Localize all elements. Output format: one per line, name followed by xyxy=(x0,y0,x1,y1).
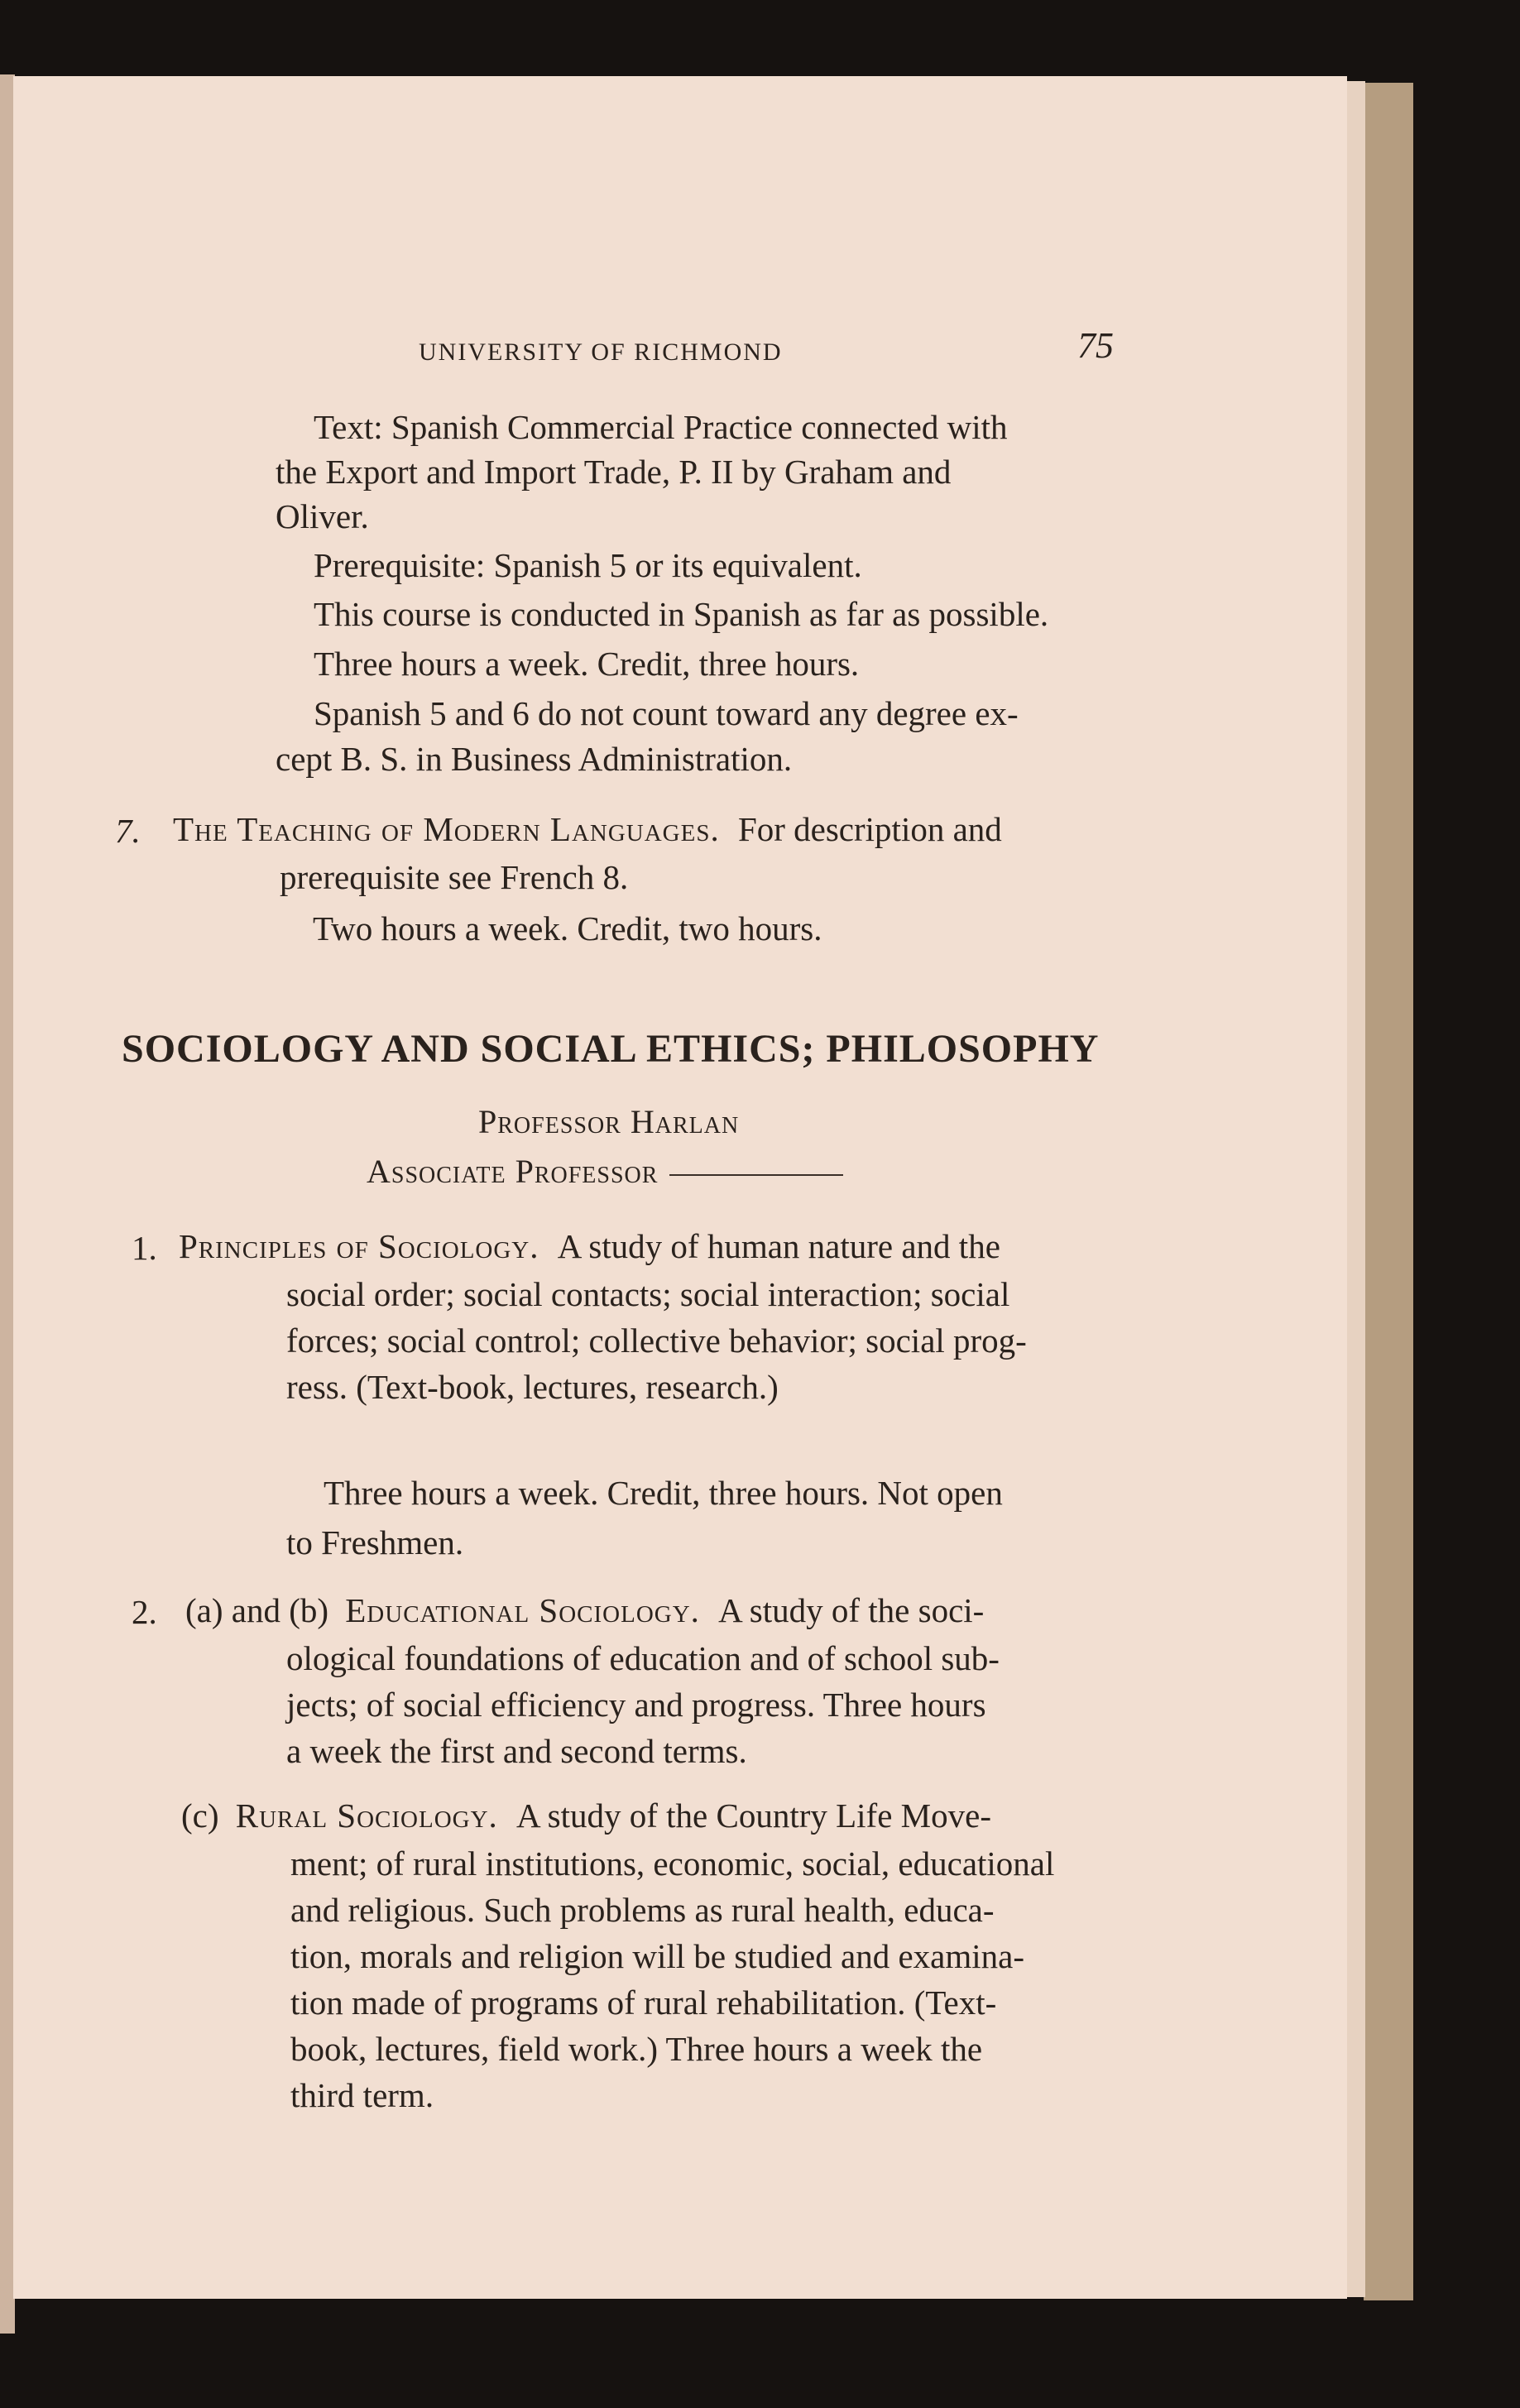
text-line: the Export and Import Trade, P. II by Graham and xyxy=(276,453,952,491)
text-line: tion made of programs of rural rehabilitation. (Text- xyxy=(290,1983,997,2022)
text-line: social order; social contacts; social interaction; social xyxy=(286,1275,1010,1313)
text-line: third term. xyxy=(290,2076,434,2114)
course-title-line xyxy=(179,1226,1000,1266)
book-cover-edge xyxy=(1364,83,1413,2300)
course-title-line xyxy=(185,1590,984,1630)
page-number: 75 xyxy=(1077,325,1114,366)
text-line: forces; social control; collective behavior; social prog- xyxy=(286,1322,1027,1360)
subcourse-title: Rural Sociology. xyxy=(235,1796,498,1835)
course-number: 7. xyxy=(115,812,141,850)
text-line: jects; of social efficiency and progress. Three hours xyxy=(286,1686,986,1724)
course-description: For description and xyxy=(737,810,1002,848)
book-page xyxy=(13,76,1347,2299)
associate-professor-label: Associate Professor xyxy=(367,1153,659,1190)
hours-line: Three hours a week. Credit, three hours. xyxy=(314,645,860,683)
text-line: to Freshmen. xyxy=(286,1523,464,1561)
page-stack-edge xyxy=(1347,81,1365,2297)
text-line: ress. (Text-book, lectures, research.) xyxy=(286,1368,779,1406)
text-line: book, lectures, field work.) Three hours a week the xyxy=(290,2030,983,2068)
professor-name: Professor Harlan xyxy=(478,1103,740,1140)
course-number: 1. xyxy=(132,1229,157,1267)
prerequisite-line: Prerequisite: Spanish 5 or its equivalent. xyxy=(314,546,862,584)
course-title-line xyxy=(173,809,1002,849)
text-line: a week the first and second terms. xyxy=(286,1732,747,1770)
text-line: cept B. S. in Business Administration. xyxy=(276,740,793,778)
text-line: Oliver. xyxy=(276,497,369,535)
section-heading: SOCIOLOGY AND SOCIAL ETHICS; PHILOSOPHY xyxy=(122,1027,1100,1071)
course-prefix: (a) and (b) xyxy=(185,1591,329,1629)
running-title: UNIVERSITY OF RICHMOND xyxy=(419,338,783,366)
text-line: and religious. Such problems as rural health, educa- xyxy=(290,1891,995,1929)
subcourse-title-line xyxy=(181,1796,991,1835)
course-title: Educational Sociology. xyxy=(345,1591,700,1629)
course-title: The Teaching of Modern Languages. xyxy=(173,810,720,848)
text-line: This course is conducted in Spanish as far as possible. xyxy=(314,595,1049,633)
text-line: Spanish 5 and 6 do not count toward any degree ex- xyxy=(314,694,1019,732)
course-number: 2. xyxy=(132,1593,157,1631)
hours-line: Three hours a week. Credit, three hours. Not open xyxy=(324,1474,1003,1512)
course-description: A study of human nature and the xyxy=(557,1227,1000,1265)
vacancy-dash xyxy=(669,1174,843,1176)
associate-professor-line xyxy=(367,1152,843,1192)
text-line: ment; of rural institutions, economic, social, educational xyxy=(290,1844,1055,1883)
course-description: A study of the soci- xyxy=(718,1591,985,1629)
text-line: Text: Spanish Commercial Practice connected with xyxy=(314,408,1008,446)
hours-line: Two hours a week. Credit, two hours. xyxy=(313,909,822,947)
subcourse-description: A study of the Country Life Move- xyxy=(516,1796,991,1835)
subcourse-prefix: (c) xyxy=(181,1796,219,1835)
text-line: tion, morals and religion will be studied and examina- xyxy=(290,1937,1024,1975)
text-line: prerequisite see French 8. xyxy=(280,858,629,896)
text-line: ological foundations of education and of school sub- xyxy=(286,1639,1000,1677)
course-title: Principles of Sociology. xyxy=(179,1227,539,1265)
